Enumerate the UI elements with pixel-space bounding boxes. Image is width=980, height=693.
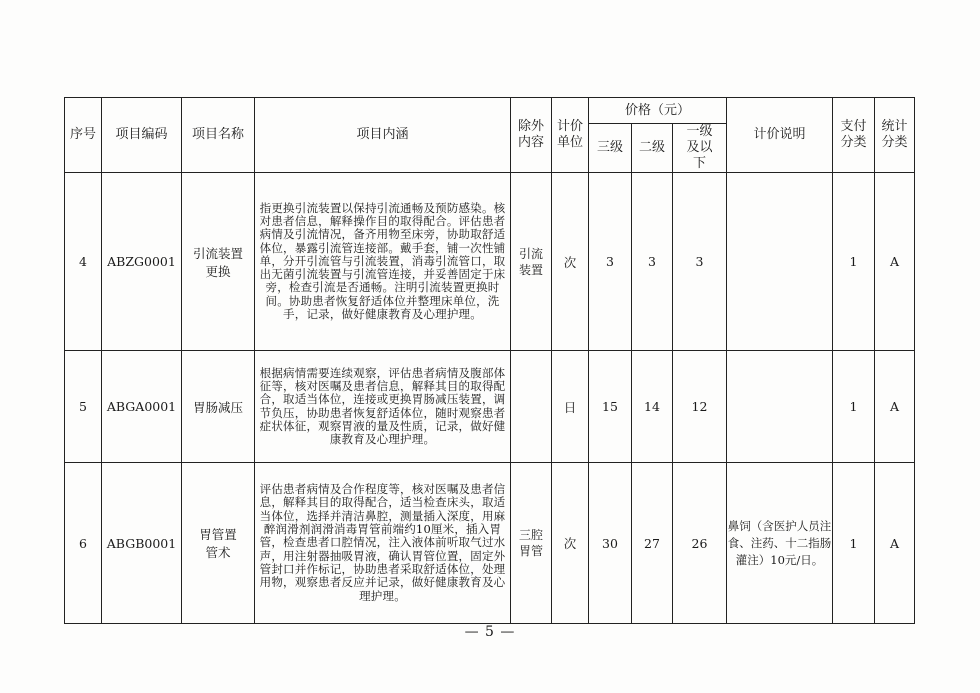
cell-name: 胃肠减压 (182, 351, 255, 463)
cell-stat: A (875, 351, 915, 463)
page-number: — 5 — (464, 624, 516, 640)
table-row (65, 463, 915, 624)
cell-seq: 5 (65, 351, 102, 463)
cell-excluded: 引流装置 (511, 173, 552, 351)
cell-seq: 4 (65, 173, 102, 351)
table-row (65, 351, 915, 463)
header-level2: 二级 (632, 124, 673, 173)
header-level3: 三级 (589, 124, 632, 173)
cell-price-l2: 27 (632, 463, 673, 624)
cell-content: 根据病情需要连续观察，评估患者病情及腹部体征等，核对医嘱及患者信息，解释其目的取得配合，取适当体位，连接或更换胃肠减压装置，调节负压，协助患者恢复舒适体位，随时观察患者症状体征，观察胃液的量及性质，记录，做好健康教育及心理护理。 (255, 351, 511, 463)
cell-code: ABGB0001 (102, 463, 182, 624)
cell-excluded (511, 351, 552, 463)
cell-price-l3: 3 (589, 173, 632, 351)
header-seq: 序号 (65, 98, 102, 173)
cell-price-l2: 14 (632, 351, 673, 463)
cell-unit: 日 (552, 351, 589, 463)
cell-seq: 6 (65, 463, 102, 624)
header-payment: 支付分类 (833, 98, 875, 173)
cell-stat: A (875, 463, 915, 624)
header-level1: 一级及以下 (673, 124, 727, 173)
cell-content: 指更换引流装置以保持引流通畅及预防感染。核对患者信息，解释操作目的取得配合。评估患者病情及引流情况，备齐用物至床旁，协助取舒适体位，暴露引流管连接部。戴手套，铺一次性铺单，分开引流管与引流装置，消毒引流管口，取出无菌引流装置与引流管连接，并妥善固定于床旁，检查引流是否通畅。注明引流装置更换时间。协助患者恢复舒适体位并整理床单位，洗手，记录，做好健康教育及心理护理。 (255, 173, 511, 351)
cell-note: 鼻饲（含医护人员注食、注药、十二指肠灌注）10元/日。 (727, 463, 833, 624)
cell-payment: 1 (833, 173, 875, 351)
cell-payment: 1 (833, 463, 875, 624)
header-unit: 计价单位 (552, 98, 589, 173)
cell-excluded: 三腔胃管 (511, 463, 552, 624)
cell-price-l1: 12 (673, 351, 727, 463)
header-note: 计价说明 (727, 98, 833, 173)
header-price-group: 价格（元） (589, 98, 727, 124)
cell-unit: 次 (552, 463, 589, 624)
header-code: 项目编码 (102, 98, 182, 173)
cell-name: 引流装置更换 (182, 173, 255, 351)
cell-price-l3: 15 (589, 351, 632, 463)
header-content: 项目内涵 (255, 98, 511, 173)
cell-code: ABGA0001 (102, 351, 182, 463)
cell-price-l3: 30 (589, 463, 632, 624)
cell-note (727, 173, 833, 351)
cell-stat: A (875, 173, 915, 351)
header-stat: 统计分类 (875, 98, 915, 173)
header-name: 项目名称 (182, 98, 255, 173)
cell-code: ABZG0001 (102, 173, 182, 351)
cell-unit: 次 (552, 173, 589, 351)
cell-content: 评估患者病情及合作程度等，核对医嘱及患者信息，解释其目的取得配合，适当检查床头，取适当体位，选择并清洁鼻腔，测量插入深度，用麻醉润滑剂润滑消毒胃管前端约10厘米，插入胃管，检查患者口腔情况，注入液体前听取气过水声，用注射器抽吸胃液，确认胃管位置，固定外管封口并作标记，协助患者采取舒适体位，处理用物，观察患者反应并记录，做好健康教育及心理护理。 (255, 463, 511, 624)
cell-name: 胃管置管术 (182, 463, 255, 624)
cell-price-l1: 3 (673, 173, 727, 351)
cell-price-l1: 26 (673, 463, 727, 624)
cell-note (727, 351, 833, 463)
cell-price-l2: 3 (632, 173, 673, 351)
header-excluded: 除外内容 (511, 98, 552, 173)
cell-payment: 1 (833, 351, 875, 463)
table-row (65, 173, 915, 351)
price-table (64, 97, 915, 624)
